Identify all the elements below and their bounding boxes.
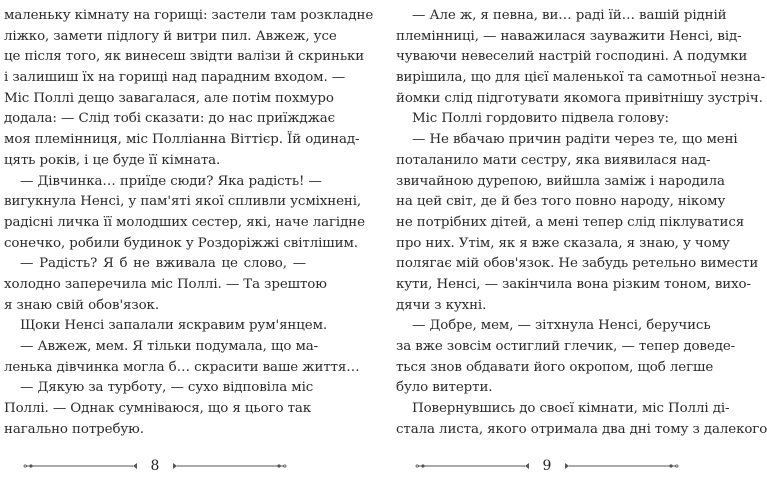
right-page-text: [396, 6, 767, 440]
text-line: і залишиш їх на горищі над парадним входом. —: [4, 70, 346, 86]
text-line: моя племінниця, міс Полліанна Віттієр. Їй одинад-: [4, 132, 360, 148]
right-page-folio: [396, 455, 698, 477]
text-line: чуваючи невеселий настрій господині. А подумки: [396, 49, 748, 65]
text-line: холодно заперечила міс Поллі. — Та зрештою: [4, 276, 327, 292]
right-page: [396, 0, 767, 482]
text-line: цять років, і це буде її кімната.: [4, 152, 221, 168]
text-line: поталанило мати сестру, яка виявилася над-: [396, 152, 711, 168]
text-line: Повернувшись до своєї кімнати, міс Поллі ді-: [412, 401, 730, 417]
text-line: про них. Утім, як я вже сказала, я знаю, у чому: [396, 235, 730, 251]
text-line: стала листа, якого отримала два дні тому з далекого: [396, 421, 767, 437]
text-line: не потрібних дітей, а мені тепер слід піклуватися: [396, 214, 745, 230]
flourish-right-icon: [561, 457, 681, 475]
text-line: ленька дівчинка могла б… скрасити ваше життя…: [4, 359, 360, 375]
text-line: ліжко, замети підлогу й витри пил. Авжеж, усе: [4, 28, 337, 44]
text-line: кути, Ненсі, — закінчила вона різким тоном, вихо-: [396, 276, 751, 292]
text-line: — Не вбачаю причин радіти через те, що мені: [412, 132, 738, 148]
text-line: ться знов обдавати його окропом, щоб легше: [396, 359, 714, 375]
text-line: вигукнула Ненсі, у пам'яті якої спливли усміхнені,: [4, 194, 362, 210]
text-line: вирішила, що для цієї маленької та самотньої незна-: [396, 70, 766, 86]
left-page-text: [4, 6, 374, 440]
text-line: додала: — Слід тобі сказати: до нас приїжджає: [4, 111, 336, 127]
text-line: — Дякую за турботу, — сухо відповіла міс: [20, 380, 314, 396]
text-line: — Дівчинка… приїде сюди? Яка радість! —: [20, 173, 322, 189]
left-page: [4, 0, 374, 482]
text-line: радісні личка її молодших сестер, які, наче лагідне: [4, 214, 365, 230]
text-line: — Радість? Я б не вживала це слово, —: [20, 256, 306, 272]
page-number-right: 9: [542, 458, 552, 474]
text-line: дячи з кухні.: [396, 297, 487, 313]
text-line: було витерти.: [396, 380, 493, 396]
page-number-left: 8: [150, 458, 160, 474]
text-line: на цей світ, де й без того повно народу, нікому: [396, 194, 726, 210]
text-line: Міс Поллі дещо завагалася, але потім похмуро: [4, 90, 334, 106]
text-line: звичайною дурепою, вийшла заміж і народила: [396, 173, 725, 189]
flourish-left-icon: [21, 457, 141, 475]
text-line: це після того, як винесеш звідти валізи й скриньки: [4, 49, 365, 65]
text-line: нагально потребую.: [4, 421, 144, 437]
text-line: сонечко, робили будинок у Роздоріжжі світлішим.: [4, 235, 358, 251]
text-line: я знаю свій обов'язок.: [4, 297, 159, 313]
flourish-left-icon: [413, 457, 533, 475]
text-line: — Авжеж, мем. Я тільки подумала, що ма-: [20, 339, 319, 354]
text-line: Міс Поллі гордовито підвела голову:: [412, 111, 669, 127]
flourish-right-icon: [169, 457, 289, 475]
text-line: йомки слід підготувати якомога привітнішу зустріч.: [396, 90, 763, 106]
text-line: Щоки Ненсі запалали яскравим рум'янцем.: [20, 318, 328, 334]
left-page-folio: [4, 455, 306, 477]
text-line: полягає мій обов'язок. Не забудь ретельно вимести: [396, 256, 759, 272]
text-line: за вже зовсім остиглий глечик, — тепер доведе-: [396, 339, 736, 354]
text-line: племінниці, — наважилася зауважити Ненсі, від-: [396, 28, 742, 44]
text-line: маленьку кімнату на горищі: застели там розкладне: [4, 8, 374, 23]
text-line: — Але ж, я певна, ви… раді їй… вашій рідній: [412, 8, 727, 23]
text-line: — Добре, мем, — зітхнула Ненсі, беручись: [412, 318, 711, 334]
text-line: Поллі. — Однак сумніваюся, що я цього так: [4, 401, 312, 417]
